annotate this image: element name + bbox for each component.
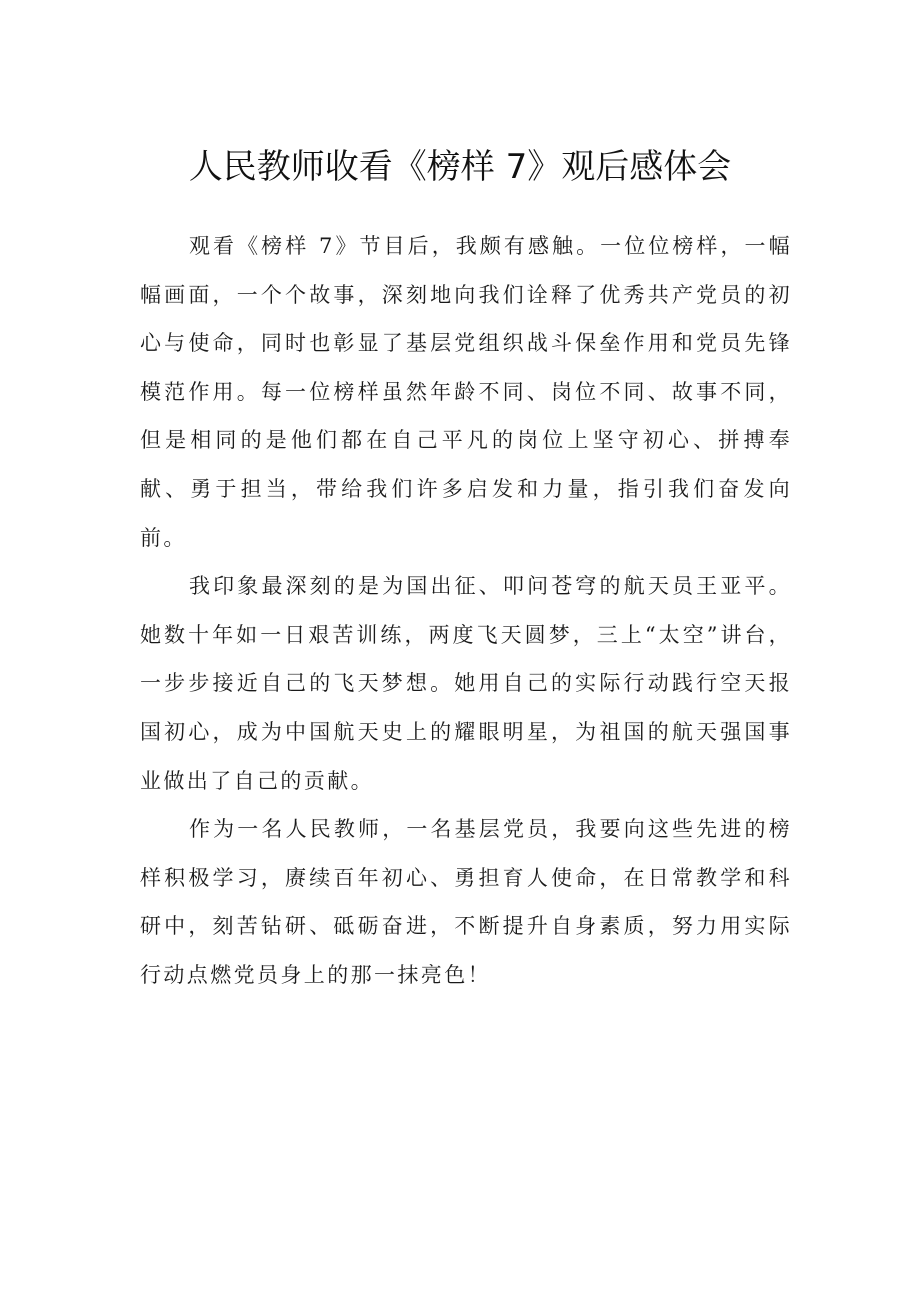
document-body: [140, 222, 792, 1000]
paragraph-3: 作为一名人民教师，一名基层党员，我要向这些先进的榜样积极学习，赓续百年初心、勇担育人使命，在日常教学和科研中，刻苦钻研、砥砺奋进，不断提升自身素质，努力用实际行动点燃党员身上的那一抹亮色！: [140, 817, 792, 987]
document-title: 人民教师收看《榜样 7》观后感体会: [188, 147, 732, 187]
paragraph-2: 我印象最深刻的是为国出征、叩问苍穹的航天员王亚平。她数十年如一日艰苦训练，两度飞天圆梦，三上“太空”讲台，一步步接近自己的飞天梦想。她用自己的实际行动践行空天报国初心，成为中国航天史上的耀眼明星，为祖国的航天强国事业做出了自己的贡献。: [140, 574, 792, 793]
paragraph-1: 观看《榜样 7》节目后，我颇有感触。一位位榜样，一幅幅画面，一个个故事，深刻地向我们诠释了优秀共产党员的初心与使命，同时也彰显了基层党组织战斗保垒作用和党员先锋模范作用。每一位榜样虽然年龄不同、岗位不同、故事不同，但是相同的是他们都在自己平凡的岗位上坚守初心、拼搏奉献、勇于担当，带给我们许多启发和力量，指引我们奋发向前。: [140, 234, 792, 550]
